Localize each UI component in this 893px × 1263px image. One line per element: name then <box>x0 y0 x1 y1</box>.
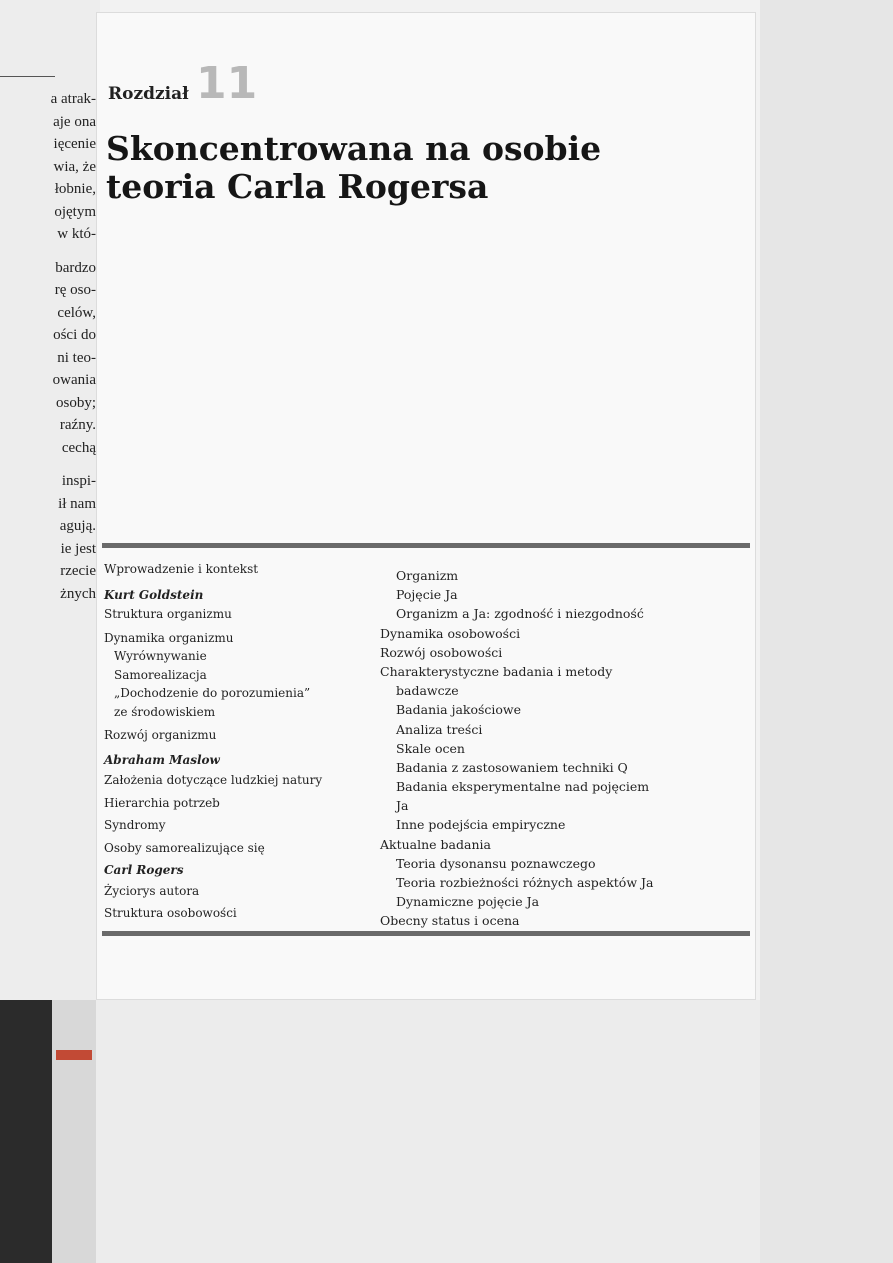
toc-subentry: badawcze <box>396 683 459 699</box>
toc-subentry: Organizm a Ja: zgodność i niezgodność <box>396 606 644 622</box>
previous-page-line: celów, <box>57 304 96 321</box>
toc-subentry: Wyrównywanie <box>114 649 207 663</box>
chapter-contents-left-column <box>104 560 384 923</box>
previous-page-line: bardzo <box>55 259 96 276</box>
toc-subentry: Teoria rozbieżności różnych aspektów Ja <box>396 875 654 890</box>
toc-subentry: Analiza treści <box>396 721 483 737</box>
previous-page-line: raźny. <box>59 417 96 433</box>
toc-subentry: Inne podejścia empiryczne <box>396 817 566 833</box>
previous-page-line: cechą <box>61 439 96 456</box>
toc-subentry: Skale ocen <box>396 740 465 756</box>
bookmark-tab <box>56 1050 92 1060</box>
previous-page-line: agują. <box>59 518 96 534</box>
previous-page-line: a atrak- <box>50 91 96 107</box>
toc-entry: Dynamika organizmu <box>104 630 234 645</box>
toc-entry: Syndromy <box>104 818 166 832</box>
toc-subentry: Samorealizacja <box>114 667 207 682</box>
previous-page-line: łobnie, <box>54 181 96 197</box>
previous-page-edge <box>0 0 100 1000</box>
chapter-number: 11 <box>196 58 258 109</box>
toc-bottom-rule <box>102 931 750 936</box>
previous-page-line: ił nam <box>58 495 96 512</box>
toc-subentry: ze środowiskiem <box>114 704 216 719</box>
previous-page-line: ie jest <box>60 540 96 557</box>
previous-page-line: aje ona <box>53 113 96 130</box>
toc-entry: Wprowadzenie i kontekst <box>104 562 259 576</box>
previous-page-line: rzecie <box>60 563 96 579</box>
scan-background-right <box>760 0 893 1263</box>
toc-entry: Dynamika osobowości <box>380 625 521 641</box>
book-page <box>96 12 756 1000</box>
previous-page-line: ojętym <box>54 203 96 220</box>
chapter-title-line-1: Skoncentrowana na osobie <box>106 129 602 168</box>
toc-subentry: Badania eksperymentalne nad pojęciem <box>396 779 650 795</box>
toc-entry: Struktura organizmu <box>104 607 232 621</box>
toc-person-heading: Abraham Maslow <box>104 752 220 767</box>
chapter-title <box>106 130 706 206</box>
toc-subentry: Teoria dysonansu poznawczego <box>396 855 596 871</box>
toc-subentry: Badania z zastosowaniem techniki Q <box>396 759 628 775</box>
previous-page-line <box>51 459 96 470</box>
toc-entry: Rozwój osobowości <box>380 644 503 660</box>
toc-entry: Charakterystyczne badania i metody <box>380 663 613 679</box>
previous-page-line: inspi- <box>61 473 96 489</box>
scan-background-bottom <box>96 1000 760 1263</box>
previous-page-text <box>51 88 96 605</box>
toc-subentry: Dynamiczne pojęcie Ja <box>396 894 540 910</box>
chapter-title-line-2: teoria Carla Rogersa <box>106 167 489 206</box>
chapter-label: Rozdział <box>108 84 189 104</box>
previous-page-line: ości do <box>53 327 96 343</box>
previous-page-line: w któ- <box>57 226 96 242</box>
toc-entry: Hierarchia potrzeb <box>104 795 220 810</box>
previous-page-line <box>51 246 96 257</box>
toc-person-heading: Carl Rogers <box>104 863 184 877</box>
previous-page-rule <box>0 76 55 77</box>
toc-subentry: Organizm <box>396 568 459 583</box>
previous-page-line: osoby; <box>55 394 96 411</box>
toc-entry: Obecny status i ocena <box>380 913 520 929</box>
chapter-contents-right-column <box>380 560 660 931</box>
previous-page-line: owania <box>52 372 96 388</box>
toc-entry: Rozwój organizmu <box>104 728 217 742</box>
toc-entry: Struktura osobowości <box>104 906 237 920</box>
previous-page-line: ni teo- <box>57 349 96 366</box>
previous-page-line: ięcenie <box>53 136 96 152</box>
previous-page-line: wia, że <box>53 158 96 175</box>
toc-entry: Osoby samorealizujące się <box>104 840 265 855</box>
book-spine-strip <box>52 1000 96 1263</box>
toc-subentry: Badania jakościowe <box>396 702 522 718</box>
previous-page-line: żnych <box>60 585 96 602</box>
previous-page-line: rę oso- <box>54 282 96 298</box>
toc-entry: Aktualne badania <box>380 836 491 852</box>
toc-entry: Życiorys autora <box>104 883 200 898</box>
toc-subentry: Pojęcie Ja <box>396 587 458 603</box>
scan-background <box>0 1000 52 1263</box>
toc-person-heading: Kurt Goldstein <box>104 587 204 602</box>
toc-subentry: Ja <box>396 798 409 814</box>
toc-top-rule <box>102 543 750 548</box>
toc-subentry: „Dochodzenie do porozumienia” <box>114 686 311 700</box>
toc-entry: Założenia dotyczące ludzkiej natury <box>104 773 323 787</box>
